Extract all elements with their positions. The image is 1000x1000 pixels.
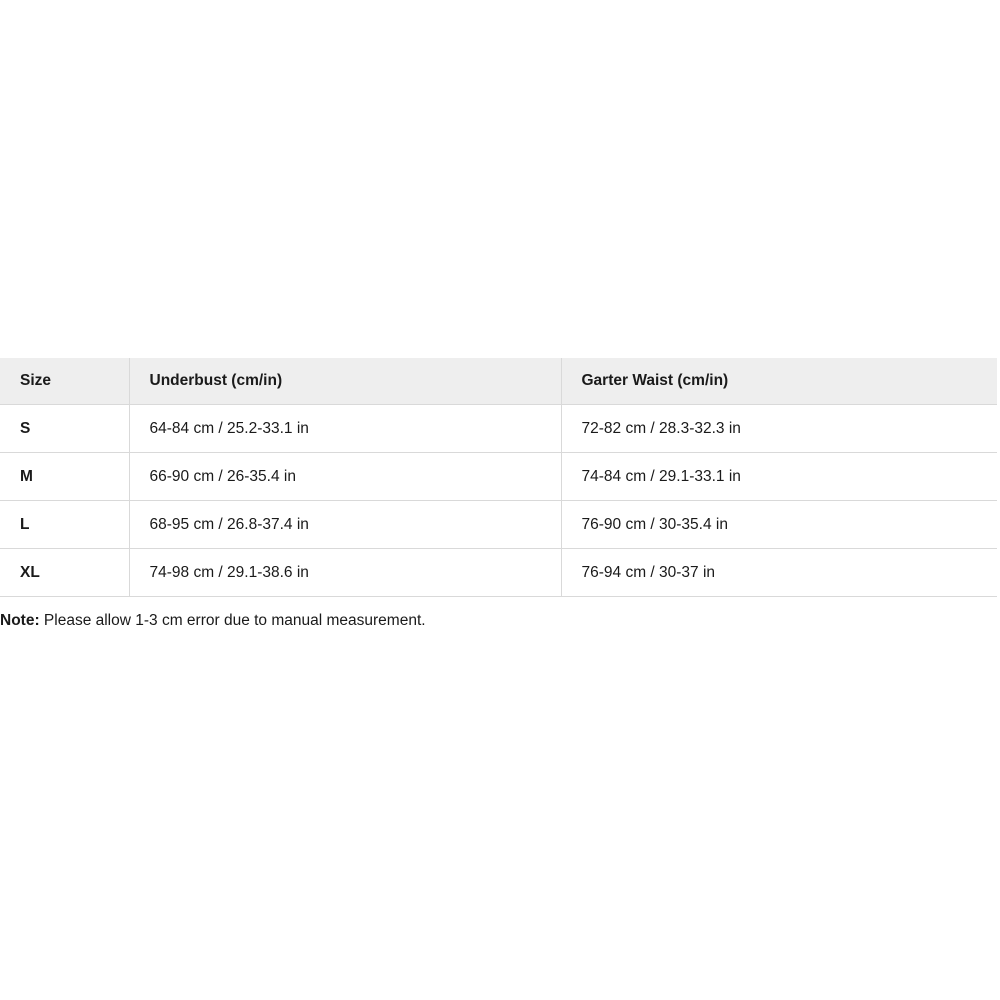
cell-size: L: [0, 501, 129, 549]
cell-size: S: [0, 405, 129, 453]
measurement-note: [0, 610, 997, 632]
column-header-garter-waist: Garter Waist (cm/in): [561, 358, 997, 405]
cell-garter-waist: 76-90 cm / 30-35.4 in: [561, 501, 997, 549]
table-row: [0, 453, 997, 501]
cell-underbust: 64-84 cm / 25.2-33.1 in: [129, 405, 561, 453]
cell-underbust: 68-95 cm / 26.8-37.4 in: [129, 501, 561, 549]
table-row: [0, 501, 997, 549]
size-chart-table: [0, 358, 997, 597]
size-chart-table-container: [0, 358, 997, 597]
note-label: Note:: [0, 612, 40, 629]
cell-underbust: 74-98 cm / 29.1-38.6 in: [129, 549, 561, 597]
cell-garter-waist: 74-84 cm / 29.1-33.1 in: [561, 453, 997, 501]
table-body: [0, 405, 997, 597]
cell-size: M: [0, 453, 129, 501]
column-header-size: Size: [0, 358, 129, 405]
cell-underbust: 66-90 cm / 26-35.4 in: [129, 453, 561, 501]
column-header-underbust: Underbust (cm/in): [129, 358, 561, 405]
cell-garter-waist: 72-82 cm / 28.3-32.3 in: [561, 405, 997, 453]
table-header-row: [0, 358, 997, 405]
table-row: [0, 549, 997, 597]
cell-garter-waist: 76-94 cm / 30-37 in: [561, 549, 997, 597]
cell-size: XL: [0, 549, 129, 597]
note-text: Please allow 1-3 cm error due to manual measurement.: [39, 612, 426, 629]
table-header: [0, 358, 997, 405]
table-row: [0, 405, 997, 453]
